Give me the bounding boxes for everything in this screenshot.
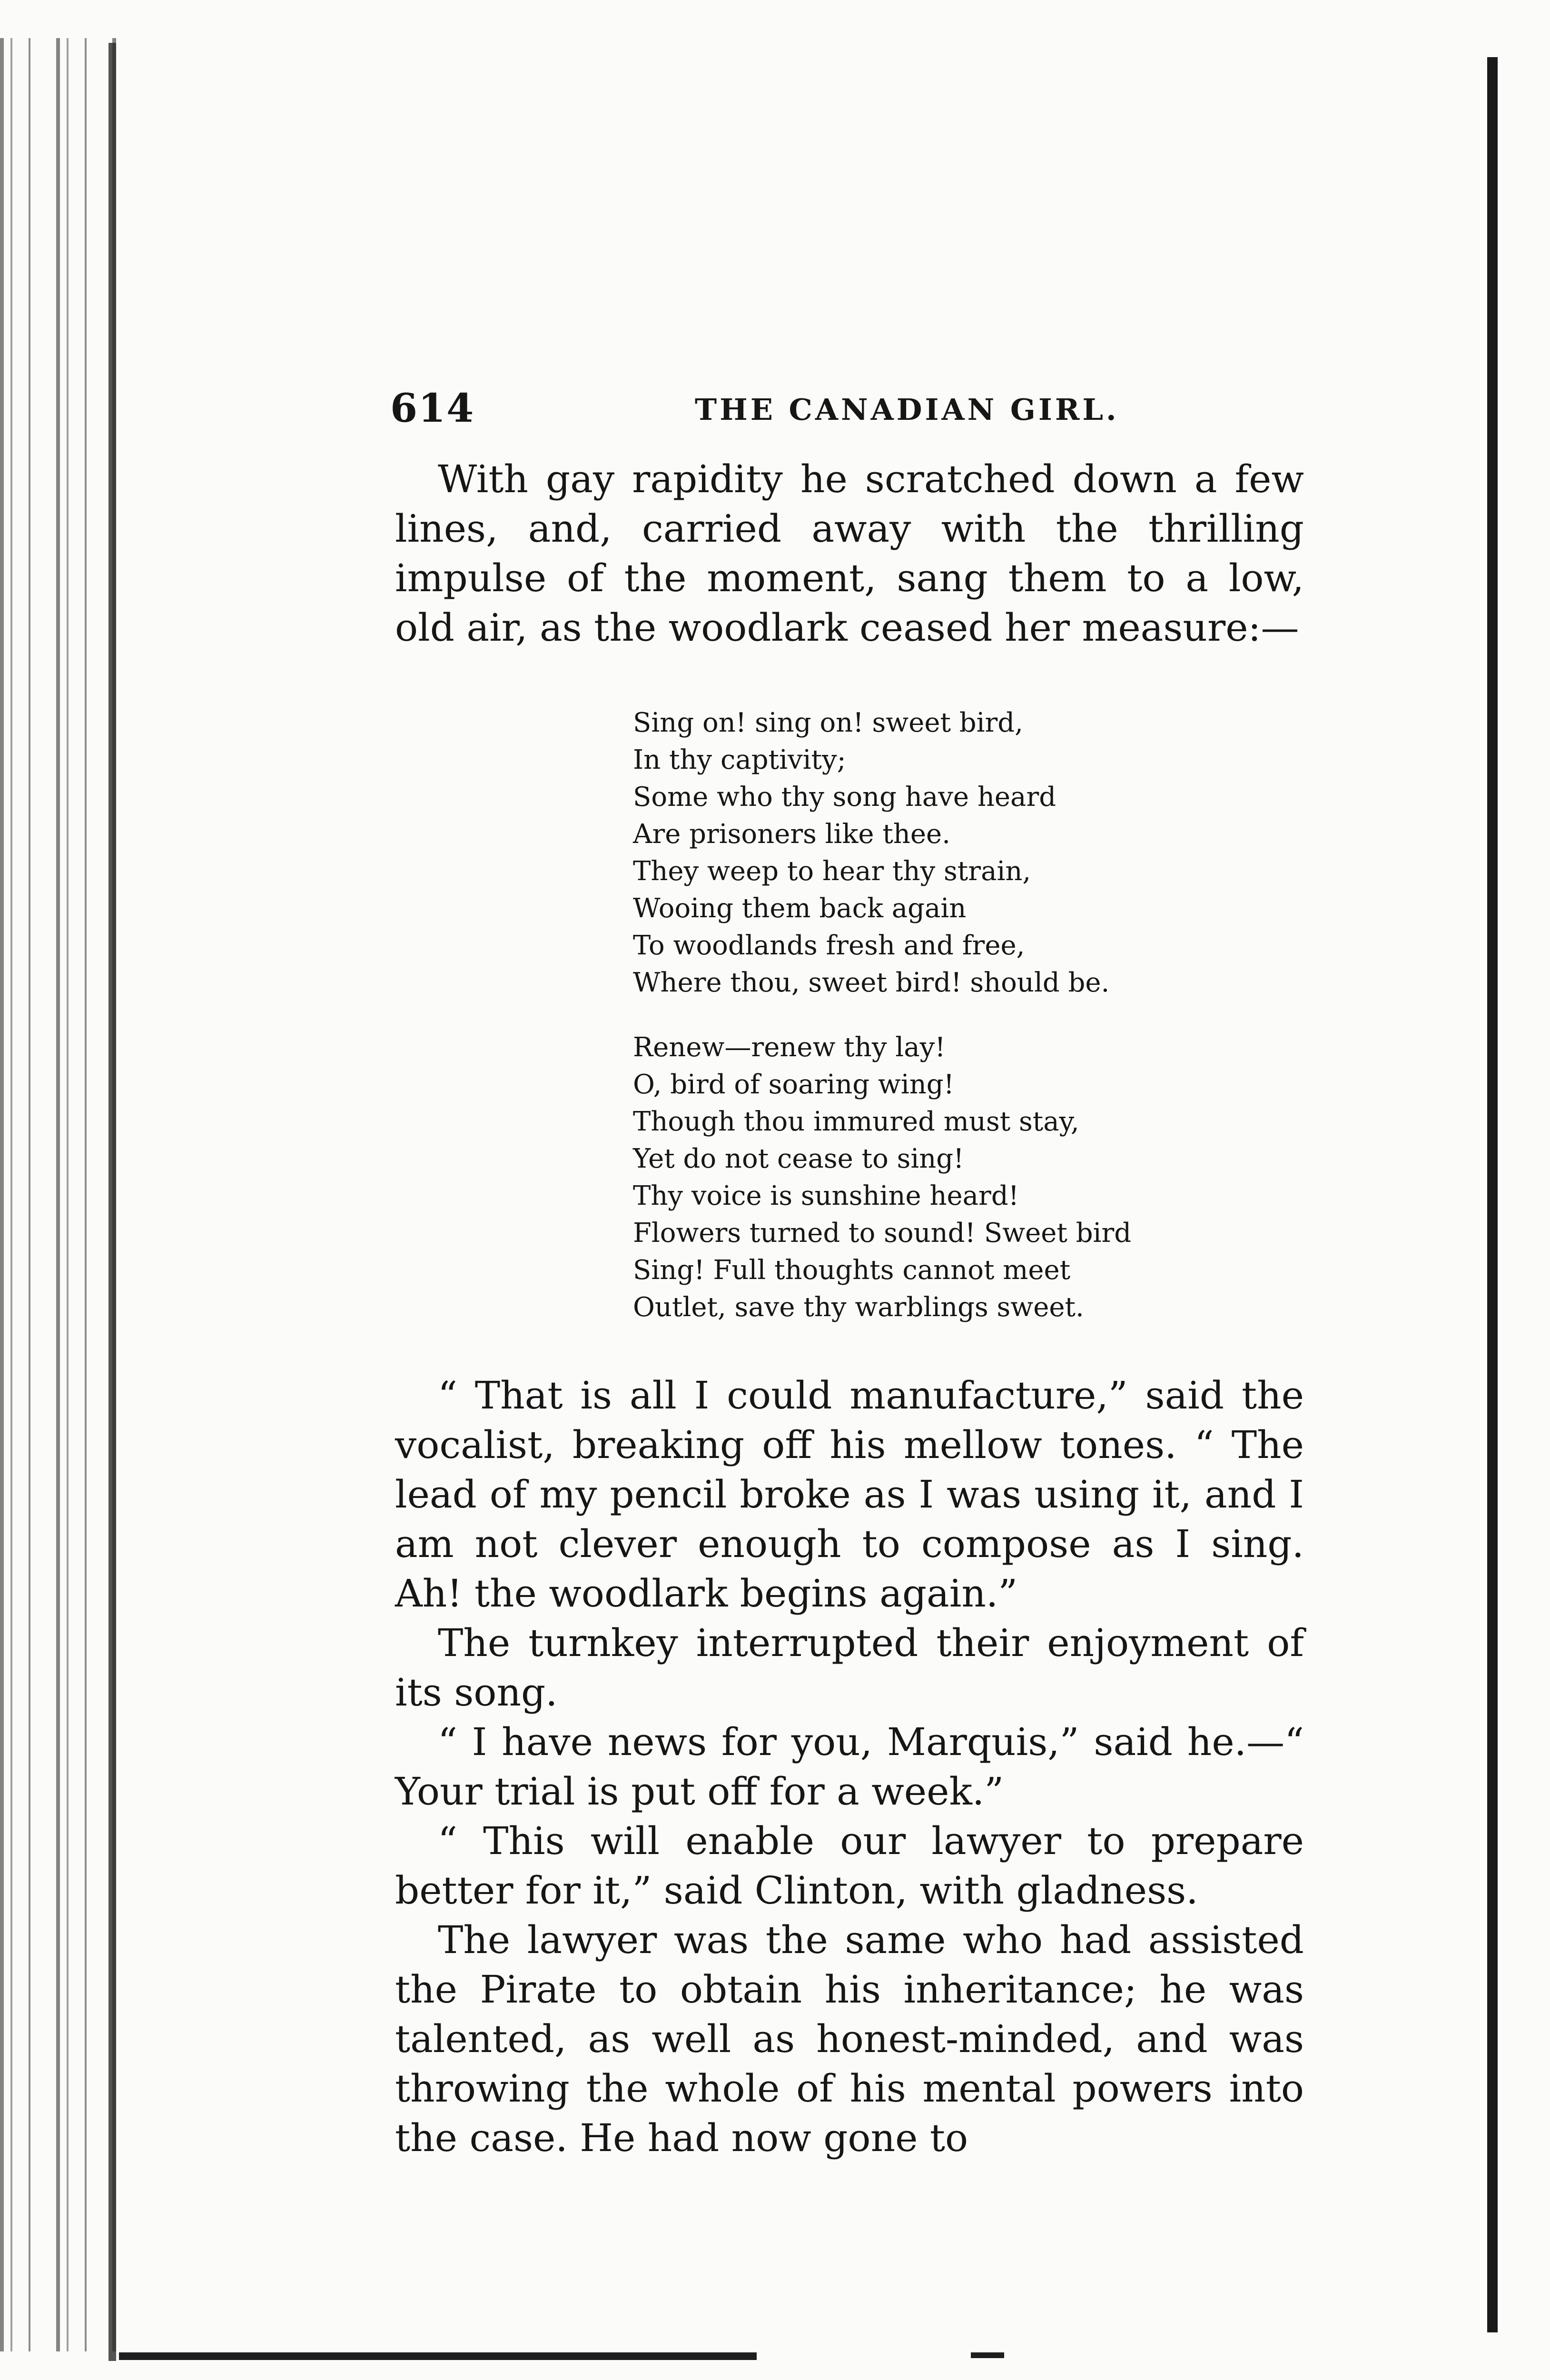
poem-line: Outlet, save thy warblings sweet. <box>633 1292 1084 1323</box>
poem-line: Though thou immured must stay, <box>633 1106 1079 1137</box>
paragraph: The lawyer was the same who had assisted the Pirate to obtain his inheritance; he was talented, as well as honest-minded, and was throwing the whole of his mental powers into the case. He had now gone to <box>395 1918 1304 2160</box>
scan-edge-right <box>1487 57 1498 2332</box>
paragraph: The turnkey interrupted their enjoyment of its song. <box>395 1621 1304 1715</box>
poem <box>633 704 1204 1354</box>
poem-line: Where thou, sweet bird! should be. <box>633 967 1110 998</box>
body-text <box>395 1371 1304 2163</box>
poem-line: Sing on! sing on! sweet bird, <box>633 707 1023 738</box>
running-title: THE CANADIAN GIRL. <box>695 392 1119 427</box>
paragraph: “ This will enable our lawyer to prepare better for it,” said Clinton, with gladness. <box>395 1819 1304 1913</box>
poem-line: Yet do not cease to sing! <box>633 1143 964 1174</box>
poem-line: Sing! Full thoughts cannot meet <box>633 1255 1071 1286</box>
poem-stanza-1 <box>633 704 1204 1002</box>
poem-line: O, bird of soaring wing! <box>633 1069 955 1100</box>
page-number: 614 <box>390 386 475 431</box>
poem-line: They weep to hear thy strain, <box>633 856 1031 887</box>
poem-line: Some who thy song have heard <box>633 782 1056 813</box>
poem-stanza-2 <box>633 1029 1204 1326</box>
poem-line: Are prisoners like thee. <box>633 819 950 850</box>
running-head <box>390 386 1361 433</box>
poem-line: In thy captivity; <box>633 744 846 775</box>
opening-paragraph: With gay rapidity he scratched down a few lines, and, carried away with the thrilling impulse of the moment, sang them to a low, old air, as the woodlark ceased her measure:— <box>395 457 1304 650</box>
poem-line: Thy voice is sunshine heard! <box>633 1180 1019 1211</box>
scan-edge-bottom-mark <box>971 2352 1004 2358</box>
poem-line: To woodlands fresh and free, <box>633 930 1025 961</box>
opening-paragraph-block <box>395 455 1304 653</box>
paragraph: “ I have news for you, Marquis,” said he.—“ Your trial is put off for a week.” <box>395 1720 1304 1814</box>
scan-edge-bottom <box>119 2352 757 2360</box>
poem-line: Flowers turned to sound! Sweet bird <box>633 1218 1132 1249</box>
poem-line: Renew—renew thy lay! <box>633 1032 946 1063</box>
scan-binding-line <box>109 43 116 2361</box>
poem-line: Wooing them back again <box>633 893 967 924</box>
scan-edge-left <box>0 38 119 2351</box>
paragraph: “ That is all I could manufacture,” said the vocalist, breaking off his mellow tones. “ The lead of my pencil broke as I was using it, and I am not clever enough to compose as I sing. Ah! the woodlark begins again.” <box>395 1373 1304 1616</box>
